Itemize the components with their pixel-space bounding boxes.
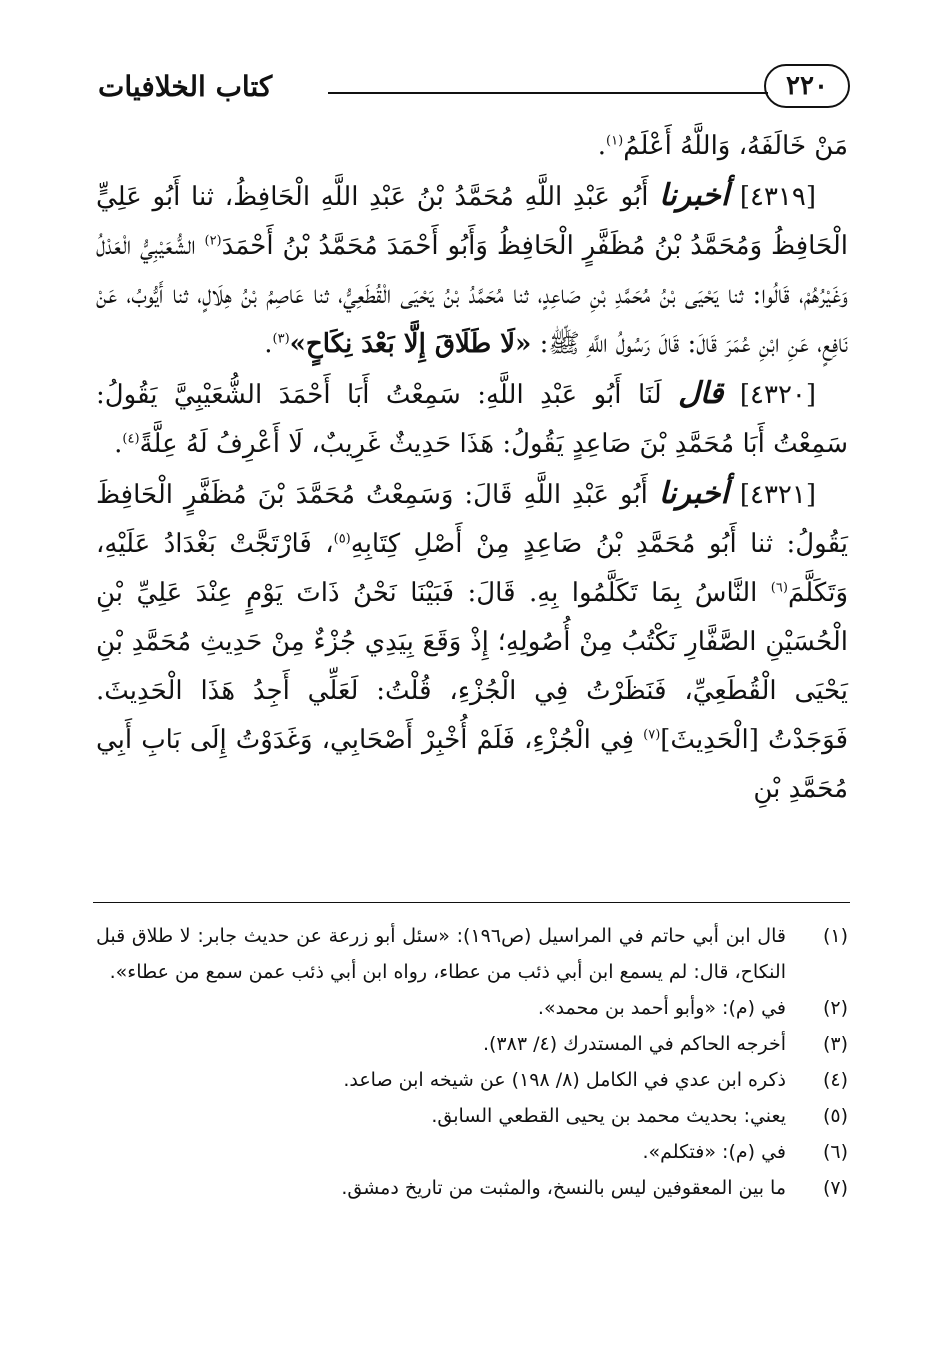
footnote-text: ذكره ابن عدي في الكامل (٨/ ١٩٨) عن شيخه ابن صاعد. (343, 1069, 786, 1091)
hadith-4319 (96, 171, 848, 369)
footnote-number: (٢) (822, 997, 848, 1019)
main-text (96, 122, 848, 814)
footnote-number: (٤) (822, 1069, 848, 1091)
isnad-text: فِي الْجُزْءِ، فَلَمْ أُخْبِرْ أَصْحَابِي، وَغَدَوْتُ إِلَى بَابِ أَبِي مُحَمَّدِ بْنِ (96, 725, 848, 804)
footnote-number: (٥) (822, 1105, 848, 1127)
footnote-text: يعني: بحديث محمد بن يحيى القطعي السابق. (431, 1105, 786, 1127)
hadith-number: [٤٣٢١] (739, 480, 816, 510)
footnote-ref: (١) (606, 133, 624, 149)
period: . (114, 429, 123, 459)
footnote-separator (93, 902, 850, 903)
footnote (96, 1062, 848, 1098)
page-header (98, 62, 850, 118)
isnad-text: أَبُو عَبْدِ اللَّهِ مُحَمَّدُ بْنُ عَبْدِ اللَّهِ الْحَافِظُ، ثنا أَبُو عَلِيٍّ الْحَافِظُ وَمُحَمَّدُ بْنُ مُظَفَّرٍ الْحَافِظُ وَأَبُو أَحْمَدَ مُحَمَّدُ بْنُ أَحْمَدَ (96, 182, 848, 261)
footnote-number: (٦) (822, 1141, 848, 1163)
footnote-number: (١) (822, 925, 848, 947)
isnad-text: ، فَارْتَجَّتْ بَغْدَادُ عَلَيْهِ، وَتَكَلَّمَ (96, 529, 848, 608)
footnote-text: في (م): «فتكلم». (642, 1141, 786, 1163)
hadith-matn: «لَا طَلَاقَ إِلَّا بَعْدَ نِكَاحٍ» (289, 329, 532, 359)
footnote-ref: (٦) (770, 580, 788, 596)
period: . (264, 329, 273, 359)
isnad-text: الشُّعَيْبِيُّ الْعَدْلُ وَغَيْرُهُمْ، قَالُوا: ثنا يَحْيَى بْنُ مُحَمَّدِ بْنِ صَاعِدٍ، ثنا مُحَمَّدُ بْنُ يَحْيَى الْقُطَعِيُّ، ثنا عَاصِمُ بْنُ هِلَالٍ، ثنا أَيُّوبُ، عَنْ نَافِعٍ، عَنِ ابْنِ عُمَرَ قَالَ: قَالَ رَسُولُ اللَّهِ ﷺ: (96, 231, 848, 359)
footnotes (96, 918, 848, 1206)
footnote-text: ما بين المعقوفين ليس بالنسخ، والمثبت من تاريخ دمشق. (341, 1177, 786, 1199)
hadith-number: [٤٣٢٠] (739, 380, 817, 410)
footnote-number: (٧) (822, 1177, 848, 1199)
footnote-number: (٣) (822, 1033, 848, 1055)
isnad-text: لَنَا أَبُو عَبْدِ اللَّهِ: سَمِعْتُ أَبَا أَحْمَدَ الشُّعَيْبِيَّ يَقُولُ: سَمِعْتُ أَبَا مُحَمَّدِ بْنَ صَاعِدٍ يَقُولُ: هَذَا حَدِيثٌ غَرِيبٌ، لَا أَعْرِفُ لَهُ عِلَّةً (96, 380, 848, 459)
footnote-ref: (٧) (643, 727, 661, 743)
footnote (96, 990, 848, 1026)
hadith-4321 (96, 469, 848, 814)
footnote (96, 1170, 848, 1206)
footnote (96, 918, 848, 990)
footnote-text: قال ابن أبي حاتم في المراسيل (ص١٩٦): «سئل أبو زرعة عن حديث جابر: لا طلاق قبل النكاح، قال: لم يسمع ابن أبي ذئب من عطاء، رواه ابن أبي ذئب عمن سمع من عطاء». (96, 925, 786, 983)
footnote (96, 1098, 848, 1134)
transmission-keyword: قال (678, 376, 724, 411)
header-rule (328, 92, 768, 94)
intro-line (96, 122, 848, 171)
page-number-badge: ٢٢٠ (764, 64, 850, 108)
footnote-ref: (٤) (122, 431, 140, 447)
footnote-ref: (٥) (333, 531, 351, 547)
hadith-number: [٤٣١٩] (739, 182, 817, 212)
transmission-keyword: أخبرنا (659, 178, 730, 213)
footnote-ref: (٢) (204, 233, 222, 249)
hadith-4320 (96, 369, 848, 469)
intro-text: مَنْ خَالَفَهُ، وَاللَّهُ أَعْلَمُ (623, 131, 848, 161)
period: . (597, 131, 607, 161)
transmission-keyword: أخبرنا (658, 476, 729, 511)
isnad-text: النَّاسُ بِمَا تَكَلَّمُوا بِهِ. قَالَ: فَبَيْنَا نَحْنُ ذَاتَ يَوْمٍ عِنْدَ عَلِيِّ بْنِ الْحُسَيْنِ الصَّفَّارِ نَكْتُبُ مِنْ أُصُولِهِ؛ إِذْ وَقَعَ بِيَدِي جُزْءٌ مِنْ حَدِيثِ مُحَمَّدِ بْنِ يَحْيَى الْقُطَعِيِّ، فَنَظَرْتُ فِي الْجُزْءِ، قُلْتُ: لَعَلِّي أَجِدُ هَذَا الْحَدِيثَ. فَوَجَدْتُ [الْحَدِيثَ] (96, 578, 849, 755)
footnote-ref: (٣) (272, 331, 290, 347)
footnote-text: في (م): «وأبو أحمد بن محمد». (537, 997, 786, 1019)
footnote (96, 1134, 848, 1170)
footnote (96, 1026, 848, 1062)
isnad-text: أَبُو عَبْدِ اللَّهِ قَالَ: وَسَمِعْتُ مُحَمَّدَ بْنَ مُظَفَّرٍ الْحَافِظَ يَقُولُ: ثنا أَبُو مُحَمَّدِ بْنُ صَاعِدٍ مِنْ أَصْلِ كِتَابِهِ (96, 480, 849, 559)
footnote-text: أخرجه الحاكم في المستدرك (٤/ ٣٨٣). (482, 1033, 786, 1055)
running-title: كتاب الخلافيات (98, 70, 273, 103)
